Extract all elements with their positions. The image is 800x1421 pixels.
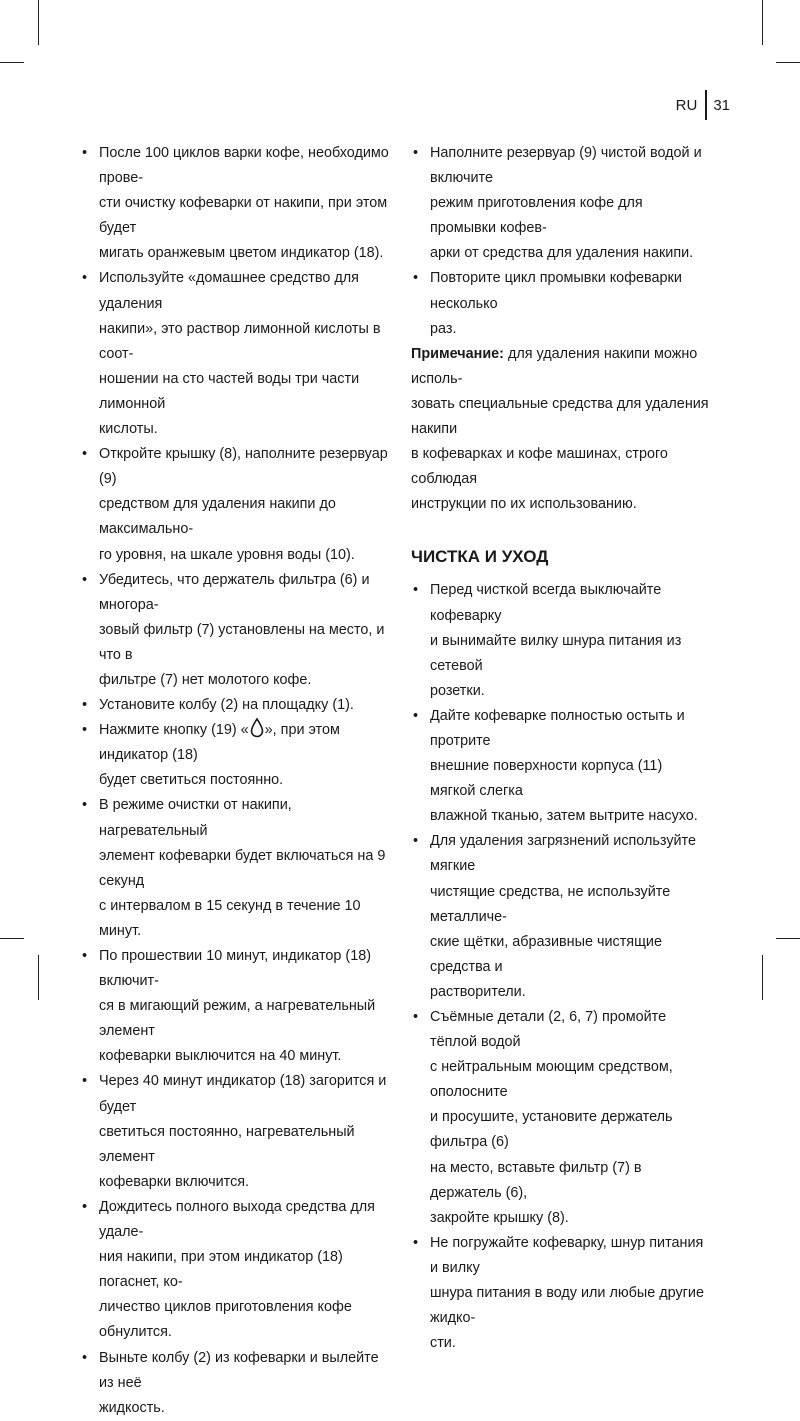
rinse-steps-list	[411, 141, 711, 342]
text-line: растворители.	[430, 983, 526, 1000]
crop-mark	[0, 62, 24, 63]
bullet: •	[82, 1349, 88, 1366]
list-item	[80, 1069, 390, 1194]
text-line: с нейтральным моющим средством, ополосните	[430, 1059, 673, 1101]
bullet: •	[413, 833, 419, 850]
list-item-text	[99, 1195, 390, 1346]
text-line: сти очистку кофеварки от накипи, при этом будет	[99, 195, 388, 237]
text-line: закройте крышку (8).	[430, 1209, 569, 1226]
text-line: и вынимайте вилку шнура питания из сетевой	[430, 632, 682, 674]
text-line: влажной тканью, затем вытрите насухо.	[430, 808, 698, 825]
text-line: раз.	[430, 320, 457, 337]
bullet: •	[82, 722, 88, 739]
language-label: RU	[675, 96, 698, 114]
crop-mark	[38, 955, 39, 1000]
text-line: сти.	[430, 1335, 456, 1352]
list-item	[80, 1346, 390, 1421]
list-item	[411, 266, 711, 341]
text-line: кислоты.	[99, 421, 158, 438]
text-line: и просушите, установите держатель фильтра (6)	[430, 1109, 673, 1151]
list-item	[411, 704, 711, 829]
text-line: Съёмные детали (2, 6, 7) промойте тёплой водой	[430, 1009, 667, 1051]
text-line: личество циклов приготовления кофе обнулится.	[99, 1299, 352, 1341]
crop-mark	[776, 938, 800, 939]
list-item	[80, 266, 390, 442]
list-item	[411, 829, 711, 1005]
list-item-text	[430, 1005, 711, 1231]
bullet: •	[413, 145, 419, 161]
text-line: ские щётки, абразивные чистящие средства и	[430, 933, 662, 975]
page-header	[676, 90, 730, 120]
text-fragment: », при этом индикатор (18)	[99, 722, 340, 764]
text-line: на место, вставьте фильтр (7) в держатель (6),	[430, 1159, 642, 1201]
list-item-text	[430, 141, 711, 266]
list-item	[80, 568, 390, 693]
text-line: фильтре (7) нет молотого кофе.	[99, 671, 312, 688]
crop-mark	[0, 938, 24, 939]
bullet: •	[82, 1198, 88, 1215]
bullet: •	[413, 1234, 419, 1251]
list-item-text	[99, 1069, 390, 1194]
text-line: средством для удаления накипи до максимально-	[99, 496, 336, 538]
bullet: •	[82, 446, 88, 463]
text-line: Перед чисткой всегда выключайте кофеварку	[430, 582, 662, 624]
text-line: После 100 циклов варки кофе, необходимо прове-	[99, 145, 389, 187]
crop-mark	[762, 955, 763, 1000]
list-item-text	[99, 693, 390, 718]
list-item	[80, 693, 390, 718]
note-line: зовать специальные средства для удаления накипи	[411, 395, 709, 438]
bullet: •	[82, 797, 88, 814]
bullet: •	[413, 582, 419, 599]
text-line: Откройте крышку (8), наполните резервуар (9)	[99, 446, 388, 488]
list-item-text	[99, 1346, 390, 1421]
bullet: •	[82, 697, 88, 714]
text-line: В режиме очистки от накипи, нагревательный	[99, 797, 292, 839]
descaling-steps-list	[80, 141, 390, 1421]
text-line: с интервалом в 15 секунд в течение 10 минут.	[99, 897, 361, 939]
text-line: будет светиться постоянно.	[99, 772, 284, 789]
text-line: чистящие средства, не используйте металличе-	[430, 883, 671, 925]
text-line	[99, 718, 390, 768]
list-item-text	[430, 829, 711, 1005]
list-item	[80, 442, 390, 567]
bullet: •	[82, 1073, 88, 1090]
note-line: для удаления накипи можно исполь-	[411, 345, 698, 387]
list-item-text	[430, 1231, 711, 1356]
list-item	[411, 1231, 711, 1356]
text-line: жидкость.	[99, 1399, 165, 1416]
list-item	[80, 944, 390, 1069]
text-fragment: Нажмите кнопку (19) «	[99, 722, 249, 739]
list-item-text	[99, 793, 390, 944]
list-item-text	[430, 266, 711, 341]
crop-mark	[776, 62, 800, 63]
list-item	[411, 578, 711, 703]
note-line: в кофеварках и кофе машинах, строго соблюдая	[411, 446, 668, 488]
bullet: •	[82, 948, 88, 964]
list-item	[411, 141, 711, 266]
note-label: Примечание:	[411, 345, 504, 362]
list-item-text	[99, 944, 390, 1069]
section-title: ЧИСТКА И УХОД	[411, 547, 549, 567]
text-line: розетки.	[430, 682, 485, 699]
text-line: внешние поверхности корпуса (11) мягкой слегка	[430, 758, 663, 800]
bullet: •	[82, 571, 88, 588]
crop-mark	[38, 0, 39, 45]
text-line: Для удаления загрязнений используйте мягкие	[430, 833, 696, 875]
descale-drop-icon	[250, 718, 264, 738]
bullet: •	[413, 1009, 419, 1025]
text-line: светиться постоянно, нагревательный элемент	[99, 1123, 355, 1165]
text-line: ния накипи, при этом индикатор (18) погаснет, ко-	[99, 1249, 343, 1291]
header-divider	[705, 90, 707, 120]
text-line: накипи», это раствор лимонной кислоты в соот-	[99, 320, 381, 362]
bullet: •	[413, 707, 419, 724]
text-line: Повторите цикл промывки кофеварки несколько	[430, 270, 682, 312]
note-line: инструкции по их использованию.	[411, 496, 637, 513]
note-paragraph	[411, 342, 711, 518]
text-line: зовый фильтр (7) установлены на место, и что в	[99, 621, 385, 663]
list-item-text	[99, 141, 390, 266]
text-line: Используйте «домашнее средство для удаления	[99, 270, 359, 312]
text-line: Через 40 минут индикатор (18) загорится и будет	[99, 1073, 387, 1115]
list-item	[80, 141, 390, 266]
text-line: мигать оранжевым цветом индикатор (18).	[99, 245, 384, 262]
text-line: Дождитесь полного выхода средства для удале-	[99, 1198, 375, 1241]
list-item-text	[430, 704, 711, 829]
bullet: •	[413, 270, 419, 287]
bullet: •	[82, 145, 88, 161]
text-line: Установите колбу (2) на площадку (1).	[99, 697, 354, 714]
text-line: По прошествии 10 минут, индикатор (18) включит-	[99, 948, 372, 990]
text-line: Выньте колбу (2) из кофеварки и вылейте из неё	[99, 1349, 379, 1391]
text-line: режим приготовления кофе для промывки кофев-	[430, 195, 643, 237]
cleaning-steps-list	[411, 578, 711, 1356]
text-line: Дайте кофеварке полностью остыть и протрите	[430, 707, 685, 749]
text-line: Убедитесь, что держатель фильтра (6) и многора-	[99, 571, 370, 613]
text-line: Наполните резервуар (9) чистой водой и включите	[430, 145, 702, 187]
text-line: ношении на сто частей воды три части лимонной	[99, 370, 360, 412]
text-line: арки от средства для удаления накипи.	[430, 245, 694, 262]
list-item-text	[99, 568, 390, 693]
list-item-text	[430, 578, 711, 703]
list-item	[80, 718, 390, 793]
right-column	[411, 141, 711, 1356]
list-item-text	[99, 266, 390, 442]
text-line: кофеварки выключится на 40 минут.	[99, 1048, 342, 1065]
list-item	[80, 1195, 390, 1346]
crop-mark	[762, 0, 763, 45]
list-item-text	[99, 718, 390, 793]
list-item	[80, 793, 390, 944]
text-line: элемент кофеварки будет включаться на 9 секунд	[99, 847, 386, 889]
list-item-text	[99, 442, 390, 567]
text-line: шнура питания в воду или любые другие жидко-	[430, 1285, 704, 1327]
bullet: •	[82, 270, 88, 287]
text-line: го уровня, на шкале уровня воды (10).	[99, 546, 355, 563]
list-item	[411, 1005, 711, 1231]
page-number: 31	[713, 96, 730, 114]
left-column	[80, 141, 390, 1421]
text-line: ся в мигающий режим, а нагревательный элемент	[99, 998, 376, 1040]
text-line: кофеварки включится.	[99, 1173, 250, 1190]
text-line: Не погружайте кофеварку, шнур питания и вилку	[430, 1234, 704, 1276]
